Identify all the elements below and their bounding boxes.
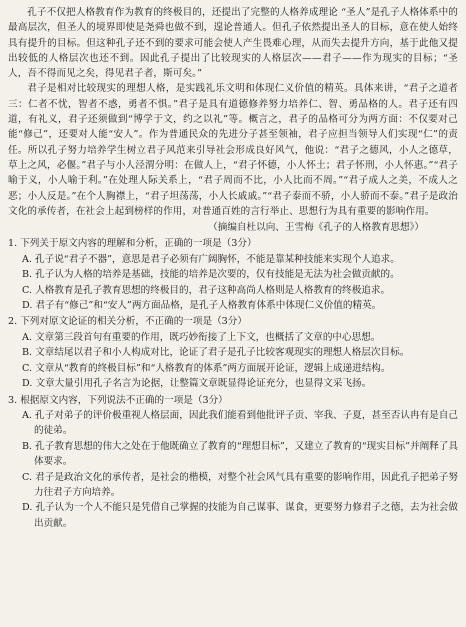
question-stem: 1. 下列关于原文内容的理解和分析，正确的一项是（3分） bbox=[8, 238, 257, 250]
passage-paragraph-2: 君子是相对比较现实的理想人格，是实践礼乐文明和体现仁义价值的精英。具体来讲，“君子之道者三：仁者不忧，智者不惑，勇者不惧。”君子是具有道德修养努力培养仁、智、勇品格的人。君子还有四道，有礼义，君子还须做到“博学于文，约之以礼”等。概言之，君子的品格可分为两方面：不仅要对己能“修己”，还要对人能“安人”。作为普通民众的先进分子甚至领袖，君子应担当领导人们实现“仁”的责任。所以孔子努力培养学生树立君子风范来引导社会形成良好风气，他说：“君子之德风，小人之德草，草上之风，必偃。”君子与小人泾渭分明：在做人上，“君子怀德，小人怀土；君子怀刑，小人怀惠。”“君子喻于义，小人喻于利。”在处理人际关系上，“君子周而不比，小人比而不周。”“君子成人之美，不成人之恶；小人反是。”在个人胸襟上，“君子坦荡荡，小人长戚戚。”“君子泰而不骄，小人骄而不泰。”君子是政治文化的承传者，在社会上起到榜样的作用，对普通百姓的言行举止、思想行为具有重要的影响作用。 bbox=[8, 83, 458, 217]
option-a: A. 文章第三段首句有重要的作用，既巧妙衔接了上下文，也概括了文章的中心思想。 bbox=[22, 331, 381, 343]
option-c: C. 文章从“教育的终极目标”和“人格教育的体系”两方面展开论证，逻辑上成递进结构。 bbox=[22, 362, 391, 374]
question-stem: 3. 根据原文内容，下列说法不正确的一项是（3分） bbox=[8, 394, 228, 406]
option-c: C. 君子是政治文化的承传者，是社会的楷模，对整个社会风气具有重要的影响作用，因此孔子把弟子努力往君子方向培养。 bbox=[22, 471, 458, 498]
option-a: A. 孔子对弟子的评价极重视人格层面，因此我们能看到他批评子贡、宰我、子夏，甚至否认冉有是自己的徒弟。 bbox=[22, 409, 458, 437]
source-citation: （摘编自杜以向、王雪梅《孔子的人格教育思想》） bbox=[208, 222, 424, 234]
option-d: D. 文章大量引用孔子名言为论据，让整篇文章既显得论证充分，也显得文采飞扬。 bbox=[22, 378, 372, 390]
option-d: D. 孔子认为一个人不能只是凭借自己掌握的技能为自己谋事、谋食，更要努力修君子之德，去为社会做出贡献。 bbox=[22, 502, 458, 529]
option-a: A. 孔子说“君子不器”，意思是君子必须有广阔胸怀，不能是靠某种技能来实现个人追求。 bbox=[22, 253, 400, 265]
question-1 bbox=[8, 236, 458, 313]
option-c: C. 人格教育是孔子教育思想的终极目的，君子这种高尚人格则是人格教育的终极追求。 bbox=[22, 284, 391, 296]
question-3 bbox=[8, 393, 458, 532]
option-d: D. 君子有“修己”和“安人”两方面品格，是孔子人格教育体系中体现仁义价值的精英。 bbox=[22, 300, 382, 312]
option-b: B. 孔子教育思想的伟大之处在于他既确立了教育的“理想目标”，又建立了教育的“现实目标”并阐释了具体要求。 bbox=[22, 440, 458, 468]
question-2 bbox=[8, 314, 458, 391]
question-stem: 2. 下列对原文论证的相关分析，不正确的一项是（3分） bbox=[8, 316, 247, 328]
passage-paragraph-1: 孔子不仅把人格教育作为教育的终极目的，还提出了完整的人格养成理论 “圣人”是孔子人格体系中的最高层次，但圣人的境界即使是尧舜也做不到，遑论普通人。但孔子依然提出圣人的目标，意在使人始终具有提升的目标。但这种孔子还不到的要求可能会使人产生畏难心理，从而失去提升方向，基于此他又提出较低的人格层次也还不到。因此孔子提出了比较现实的人格层次——君子——作为现实的目标；“圣人，吾不得而见之矣，得见君子者，斯可矣。” bbox=[8, 7, 458, 80]
option-b: B. 文章结尾以君子和小人构成对比，论证了君子是孔子比较客观现实的理想人格层次目标。 bbox=[22, 347, 410, 359]
option-b: B. 孔子认为人格的培养是基础，技能的培养是次要的，仅有技能是无法为社会做贡献的。 bbox=[22, 269, 400, 281]
passage bbox=[8, 5, 458, 235]
